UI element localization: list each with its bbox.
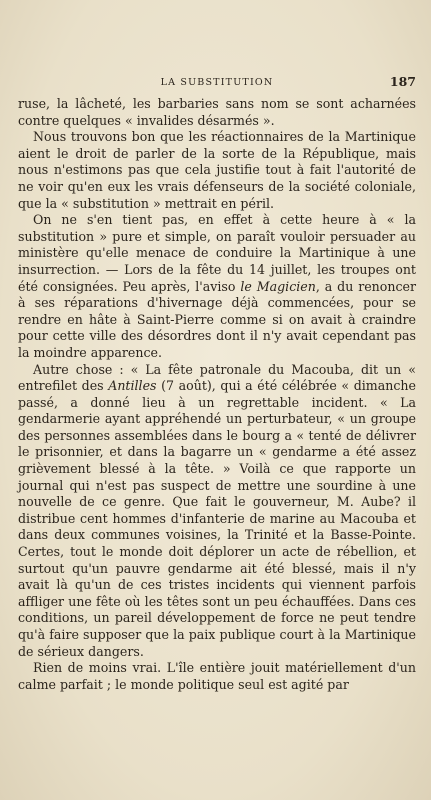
italic-ship-name: le Magicien: [240, 278, 316, 294]
paragraph: [18, 362, 416, 661]
text-segment: Autre chose : « La fête patronale du Macouba, dit un « entrefilet des: [18, 361, 416, 394]
paragraph: [18, 660, 416, 693]
text-segment: Nous trouvons bon que les réactionnaires de la Martinique aient le droit de parler de la sorte de la République, mais nous n'estimons pas que cela justifie tout à fait l'autorité de ne voir qu'en eux les vrais défenseurs de la société coloniale, que la « substitution » mettrait en péril.: [18, 129, 416, 211]
page-number: 187: [389, 74, 416, 89]
paragraph: [18, 212, 416, 361]
page-header: [18, 74, 416, 94]
italic-newspaper-name: Antilles: [108, 378, 157, 394]
running-title: LA SUBSTITUTION: [160, 77, 274, 88]
paragraph: [18, 129, 416, 212]
text-segment: On ne s'en tient pas, en effet à cette heure à « la substitution » pure et simple, on paraît vouloir persuader au ministère qu'elle menace de conduire la Martinique à une insurrection. — Lors de la fête du 14 juillet, les troupes ont été consignées. Peu après, l'aviso: [18, 212, 416, 294]
text-segment: , a du renoncer à ses réparations d'hivernage déjà commencées, pour se rendre en hâte à Saint-Pierre comme si on avait à craindre pour cette ville des désordres dont il n'y avait cependant pas la moindre apparence.: [18, 278, 417, 360]
body-text: [18, 96, 416, 693]
text-segment: Rien de moins vrai. L'île entière jouit matériellement d'un calme parfait ; le monde politique seul est agité par: [18, 660, 416, 692]
text-segment: (7 août), qui a été célébrée « dimanche passé, a donné lieu à un regrettable incident. « La gendarmerie ayant appréhendé un perturbateur, « un groupe des personnes assemblées dans le bourg a « tenté de délivrer le prisonnier, et dans la bagarre un « gendarme a été assez grièvement blessé à la tête. » Voilà ce que rapporte un journal qui n'est pas suspect de mettre une sourdine à une nouvelle de ce genre. Que fait le gouverneur, M. Aube? il distribue cent hommes d'infanterie de marine au Macouba et dans deux communes voisines, la Trinité et la Basse-Pointe. Certes, tout le monde doit déplorer un acte de rébellion, et surtout qu'un pauvre gendarme ait été blessé, mais il n'y avait là qu'un de ces tristes incidents qui viennent parfois affliger une fête où les têtes sont un peu échauffées. Dans ces conditions, un pareil développement de force ne peut tendre qu'à faire supposer que la paix publique court à la Martinique de sérieux dangers.: [18, 378, 416, 659]
text-segment: ruse, la lâcheté, les barbaries sans nom se sont acharnées contre quelques « invalides désarmés ».: [18, 96, 416, 128]
paragraph: [18, 96, 416, 129]
